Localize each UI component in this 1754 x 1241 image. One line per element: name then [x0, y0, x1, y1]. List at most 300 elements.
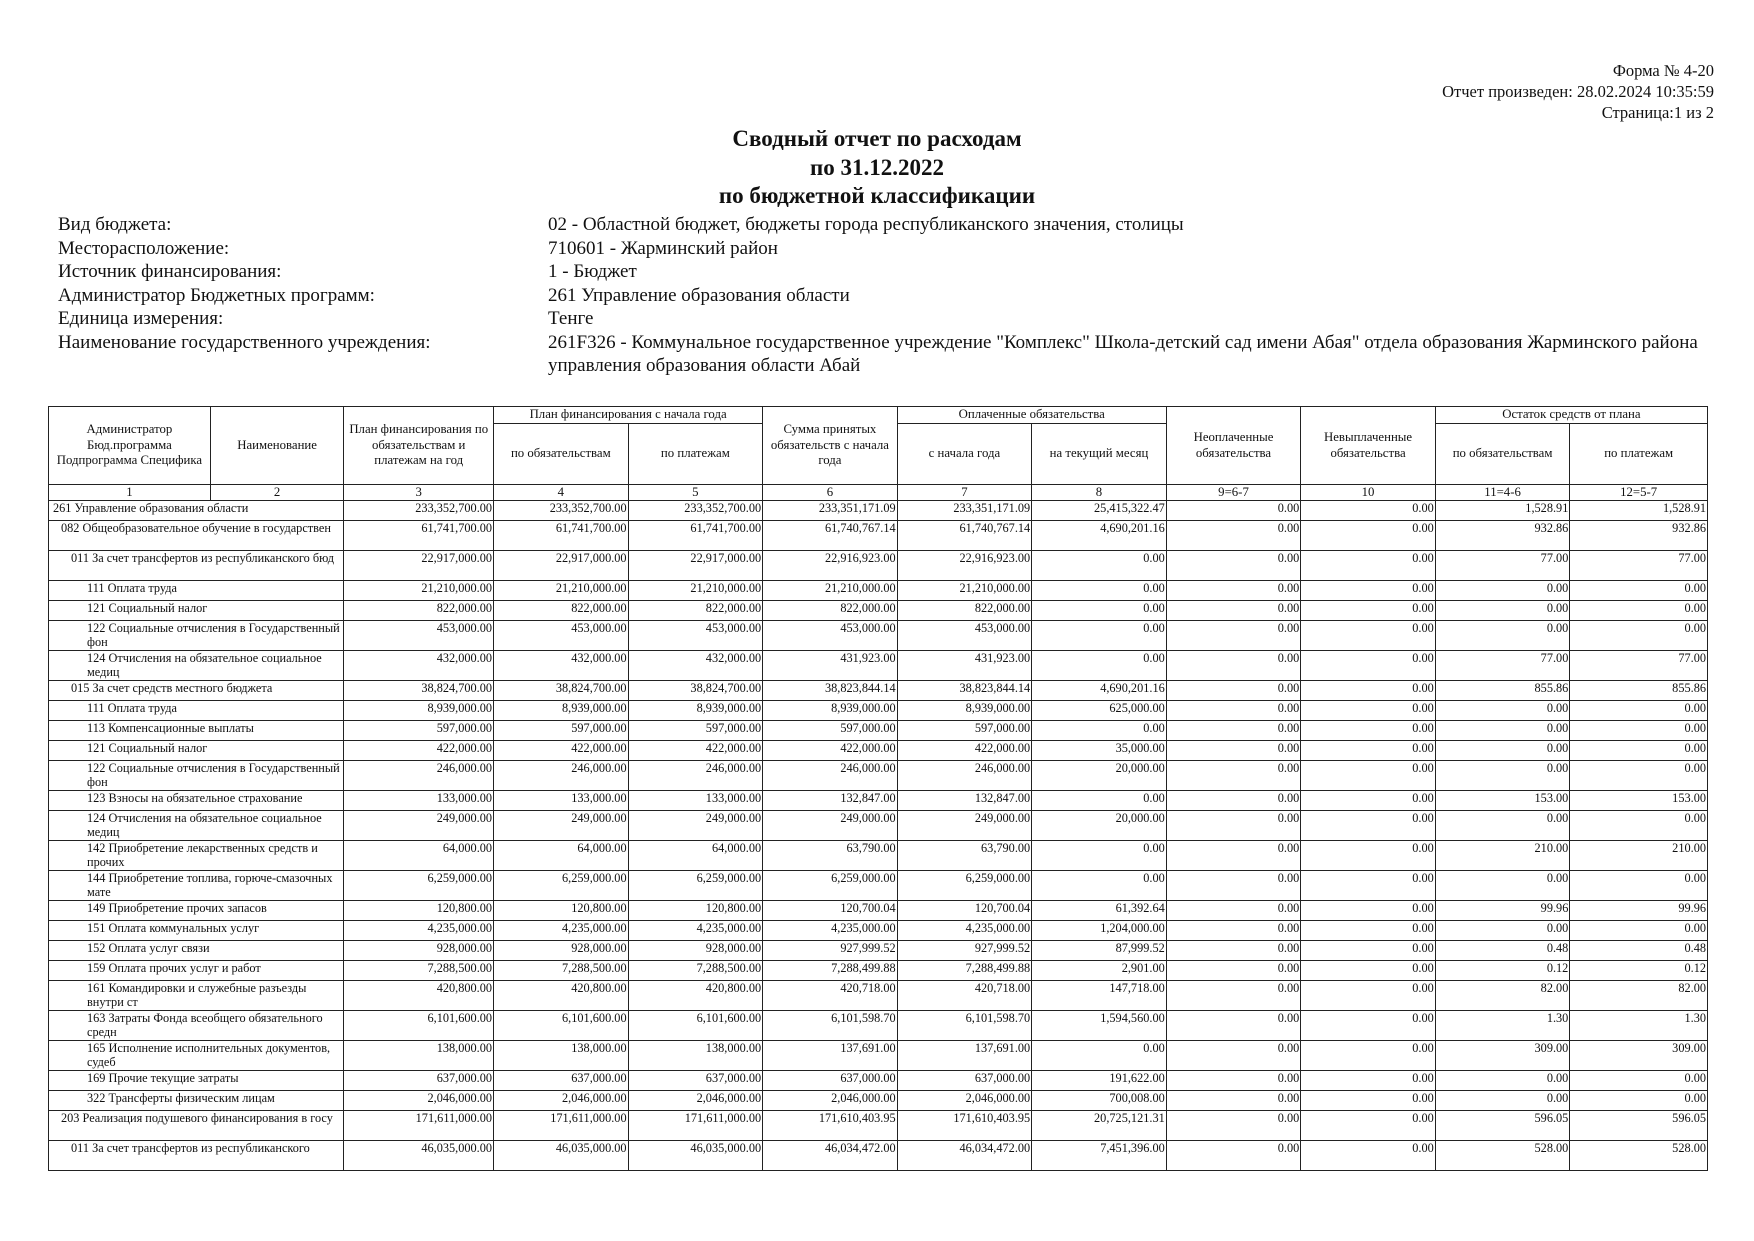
row-label: 011 За счет трансфертов из республиканского: [49, 1141, 344, 1171]
cell-value: 528.00: [1570, 1141, 1708, 1171]
cell-value: 133,000.00: [344, 791, 494, 811]
row-label: 165 Исполнение исполнительных документов, судеб: [49, 1041, 344, 1071]
table-row: [49, 791, 1708, 811]
info-label: Месторасположение:: [58, 237, 230, 259]
cell-value: 20,725,121.31: [1032, 1111, 1167, 1141]
cell-value: 528.00: [1435, 1141, 1570, 1171]
info-row: [58, 284, 1718, 308]
col-number: 11=4-6: [1435, 485, 1570, 501]
cell-value: 0.00: [1032, 791, 1167, 811]
row-label: 169 Прочие текущие затраты: [49, 1071, 344, 1091]
cell-value: 0.00: [1166, 961, 1301, 981]
cell-value: 0.00: [1166, 921, 1301, 941]
cell-value: 597,000.00: [763, 721, 898, 741]
cell-value: 38,824,700.00: [344, 681, 494, 701]
cell-value: 0.00: [1435, 701, 1570, 721]
cell-value: 1,204,000.00: [1032, 921, 1167, 941]
row-label: 082 Общеобразовательное обучение в государствен: [49, 521, 344, 551]
cell-value: 0.00: [1166, 791, 1301, 811]
cell-value: 432,000.00: [494, 651, 629, 681]
report-title: [0, 125, 1754, 211]
table-row: [49, 811, 1708, 841]
cell-value: 0.00: [1570, 871, 1708, 901]
cell-value: 0.00: [1301, 721, 1436, 741]
table-row: [49, 901, 1708, 921]
row-label: 015 За счет средств местного бюджета: [49, 681, 344, 701]
cell-value: 0.00: [1166, 811, 1301, 841]
cell-value: 120,800.00: [344, 901, 494, 921]
col-number: 3: [344, 485, 494, 501]
cell-value: 420,800.00: [628, 981, 763, 1011]
info-row: [58, 331, 1718, 378]
cell-value: 120,700.04: [897, 901, 1032, 921]
cell-value: 0.00: [1301, 901, 1436, 921]
cell-value: 0.00: [1435, 581, 1570, 601]
cell-value: 0.12: [1570, 961, 1708, 981]
cell-value: 7,451,396.00: [1032, 1141, 1167, 1171]
cell-value: 0.00: [1166, 501, 1301, 521]
header-accepted: Сумма принятых обязательств с начала года: [763, 407, 898, 485]
cell-value: 4,235,000.00: [494, 921, 629, 941]
row-label: 152 Оплата услуг связи: [49, 941, 344, 961]
cell-value: 2,901.00: [1032, 961, 1167, 981]
cell-value: 38,824,700.00: [494, 681, 629, 701]
cell-value: 928,000.00: [344, 941, 494, 961]
cell-value: 2,046,000.00: [494, 1091, 629, 1111]
column-number-row: [49, 485, 1708, 501]
cell-value: 0.00: [1301, 651, 1436, 681]
row-label: 142 Приобретение лекарственных средств и прочих: [49, 841, 344, 871]
cell-value: 132,847.00: [763, 791, 898, 811]
info-row: [58, 213, 1718, 237]
table-row: [49, 601, 1708, 621]
cell-value: 0.00: [1166, 1011, 1301, 1041]
header-plan-obl: по обязательствам: [494, 424, 629, 485]
cell-value: 2,046,000.00: [628, 1091, 763, 1111]
row-label: 124 Отчисления на обязательное социальное медиц: [49, 811, 344, 841]
cell-value: 0.00: [1166, 901, 1301, 921]
info-label: Вид бюджета:: [58, 214, 172, 235]
cell-value: 171,611,000.00: [344, 1111, 494, 1141]
cell-value: 637,000.00: [628, 1071, 763, 1091]
cell-value: 855.86: [1570, 681, 1708, 701]
cell-value: 2,046,000.00: [344, 1091, 494, 1111]
cell-value: 420,718.00: [897, 981, 1032, 1011]
cell-value: 8,939,000.00: [628, 701, 763, 721]
row-label: 111 Оплата труда: [49, 581, 344, 601]
table-row: [49, 521, 1708, 551]
cell-value: 0.00: [1570, 581, 1708, 601]
row-label: 149 Приобретение прочих запасов: [49, 901, 344, 921]
cell-value: 0.00: [1301, 621, 1436, 651]
title-line-3: по бюджетной классификации: [718, 183, 1036, 208]
table-row: [49, 1111, 1708, 1141]
row-label: 124 Отчисления на обязательное социальное медиц: [49, 651, 344, 681]
cell-value: 6,259,000.00: [344, 871, 494, 901]
cell-value: 233,352,700.00: [344, 501, 494, 521]
cell-value: 0.00: [1435, 741, 1570, 761]
cell-value: 0.00: [1032, 621, 1167, 651]
info-label: Администратор Бюджетных программ:: [58, 284, 375, 306]
cell-value: 77.00: [1435, 651, 1570, 681]
cell-value: 0.00: [1166, 521, 1301, 551]
cell-value: 82.00: [1570, 981, 1708, 1011]
cell-value: 147,718.00: [1032, 981, 1167, 1011]
header-admin: Администратор Бюд.программа Подпрограмма Специфика: [49, 407, 211, 485]
cell-value: 6,259,000.00: [897, 871, 1032, 901]
cell-value: 4,690,201.16: [1032, 681, 1167, 701]
cell-value: 0.00: [1032, 551, 1167, 581]
cell-value: 249,000.00: [494, 811, 629, 841]
cell-value: 0.00: [1166, 1091, 1301, 1111]
cell-value: 4,690,201.16: [1032, 521, 1167, 551]
cell-value: 6,101,598.70: [763, 1011, 898, 1041]
cell-value: 0.00: [1435, 1091, 1570, 1111]
row-label: 122 Социальные отчисления в Государственный фон: [49, 621, 344, 651]
cell-value: 1,594,560.00: [1032, 1011, 1167, 1041]
cell-value: 61,740,767.14: [897, 521, 1032, 551]
cell-value: 422,000.00: [897, 741, 1032, 761]
cell-value: 0.00: [1301, 501, 1436, 521]
header-unpaid-obl: Неоплаченные обязательства: [1166, 407, 1301, 485]
cell-value: 637,000.00: [897, 1071, 1032, 1091]
cell-value: 7,288,499.88: [763, 961, 898, 981]
table-row: [49, 701, 1708, 721]
cell-value: 597,000.00: [897, 721, 1032, 741]
col-number: 1: [49, 485, 211, 501]
table-row: [49, 721, 1708, 741]
cell-value: 932.86: [1570, 521, 1708, 551]
cell-value: 0.00: [1301, 981, 1436, 1011]
page-indicator: Страница:1 из 2: [1601, 103, 1714, 122]
row-label: 144 Приобретение топлива, горюче-смазочных мате: [49, 871, 344, 901]
generated-timestamp: Отчет произведен: 28.02.2024 10:35:59: [1442, 82, 1714, 101]
info-value: 261 Управление образования области: [548, 284, 850, 306]
cell-value: 2,046,000.00: [897, 1091, 1032, 1111]
cell-value: 87,999.52: [1032, 941, 1167, 961]
cell-value: 0.00: [1032, 651, 1167, 681]
cell-value: 0.00: [1301, 1141, 1436, 1171]
cell-value: 120,800.00: [494, 901, 629, 921]
cell-value: 420,800.00: [344, 981, 494, 1011]
header-name: Наименование: [210, 407, 344, 485]
cell-value: 0.48: [1570, 941, 1708, 961]
cell-value: 46,034,472.00: [763, 1141, 898, 1171]
cell-value: 171,611,000.00: [494, 1111, 629, 1141]
cell-value: 35,000.00: [1032, 741, 1167, 761]
cell-value: 0.00: [1166, 1111, 1301, 1141]
col-number: 12=5-7: [1570, 485, 1708, 501]
cell-value: 1,528.91: [1435, 501, 1570, 521]
cell-value: 7,288,499.88: [897, 961, 1032, 981]
header-rest-group: Остаток средств от плана: [1435, 407, 1707, 424]
table-row: [49, 761, 1708, 791]
cell-value: 0.00: [1435, 921, 1570, 941]
info-row: [58, 237, 1718, 261]
cell-value: 0.00: [1032, 721, 1167, 741]
cell-value: 0.00: [1301, 871, 1436, 901]
cell-value: 77.00: [1435, 551, 1570, 581]
table-row: [49, 651, 1708, 681]
cell-value: 637,000.00: [494, 1071, 629, 1091]
cell-value: 246,000.00: [897, 761, 1032, 791]
cell-value: 596.05: [1435, 1111, 1570, 1141]
cell-value: 21,210,000.00: [494, 581, 629, 601]
cell-value: 0.00: [1570, 741, 1708, 761]
table-row: [49, 551, 1708, 581]
col-number: 4: [494, 485, 629, 501]
cell-value: 1.30: [1570, 1011, 1708, 1041]
table-row: [49, 961, 1708, 981]
table-row: [49, 841, 1708, 871]
cell-value: 0.00: [1301, 841, 1436, 871]
cell-value: 0.00: [1166, 841, 1301, 871]
title-line-1: Сводный отчет по расходам: [732, 126, 1022, 151]
cell-value: 0.00: [1166, 721, 1301, 741]
table-row: [49, 941, 1708, 961]
cell-value: 46,035,000.00: [494, 1141, 629, 1171]
cell-value: 0.00: [1301, 551, 1436, 581]
cell-value: 2,046,000.00: [763, 1091, 898, 1111]
cell-value: 171,611,000.00: [628, 1111, 763, 1141]
cell-value: 6,259,000.00: [494, 871, 629, 901]
cell-value: 0.00: [1435, 1071, 1570, 1091]
row-label: 121 Социальный налог: [49, 741, 344, 761]
header-paid-group: Оплаченные обязательства: [897, 407, 1166, 424]
cell-value: 0.00: [1570, 811, 1708, 841]
cell-value: 0.00: [1301, 741, 1436, 761]
col-number: 9=6-7: [1166, 485, 1301, 501]
cell-value: 0.00: [1301, 701, 1436, 721]
cell-value: 432,000.00: [344, 651, 494, 681]
table-row: [49, 871, 1708, 901]
cell-value: 21,210,000.00: [344, 581, 494, 601]
row-label: 111 Оплата труда: [49, 701, 344, 721]
row-label: 151 Оплата коммунальных услуг: [49, 921, 344, 941]
cell-value: 25,415,322.47: [1032, 501, 1167, 521]
cell-value: 0.00: [1166, 651, 1301, 681]
cell-value: 7,288,500.00: [628, 961, 763, 981]
cell-value: 0.00: [1166, 681, 1301, 701]
cell-value: 0.00: [1301, 681, 1436, 701]
cell-value: 4,235,000.00: [763, 921, 898, 941]
cell-value: 61,741,700.00: [494, 521, 629, 551]
expense-report-table: [48, 406, 1708, 1171]
cell-value: 0.00: [1166, 941, 1301, 961]
cell-value: 927,999.52: [763, 941, 898, 961]
cell-value: 0.00: [1301, 941, 1436, 961]
cell-value: 64,000.00: [494, 841, 629, 871]
cell-value: 855.86: [1435, 681, 1570, 701]
cell-value: 20,000.00: [1032, 761, 1167, 791]
cell-value: 0.00: [1166, 871, 1301, 901]
header-unpaid-pay: Невыплаченные обязательства: [1301, 407, 1436, 485]
cell-value: 4,235,000.00: [344, 921, 494, 941]
cell-value: 246,000.00: [628, 761, 763, 791]
cell-value: 0.00: [1166, 551, 1301, 581]
cell-value: 0.00: [1032, 601, 1167, 621]
col-number: 10: [1301, 485, 1436, 501]
table-row: [49, 1011, 1708, 1041]
row-label: 122 Социальные отчисления в Государственный фон: [49, 761, 344, 791]
cell-value: 233,351,171.09: [763, 501, 898, 521]
cell-value: 61,392.64: [1032, 901, 1167, 921]
table-row: [49, 1041, 1708, 1071]
cell-value: 0.00: [1166, 741, 1301, 761]
cell-value: 137,691.00: [763, 1041, 898, 1071]
cell-value: 453,000.00: [494, 621, 629, 651]
cell-value: 637,000.00: [344, 1071, 494, 1091]
cell-value: 0.00: [1435, 811, 1570, 841]
table-row: [49, 1141, 1708, 1171]
cell-value: 64,000.00: [344, 841, 494, 871]
header-plan-pay: по платежам: [628, 424, 763, 485]
row-label: 113 Компенсационные выплаты: [49, 721, 344, 741]
cell-value: 0.12: [1435, 961, 1570, 981]
cell-value: 82.00: [1435, 981, 1570, 1011]
cell-value: 0.00: [1032, 841, 1167, 871]
cell-value: 422,000.00: [628, 741, 763, 761]
cell-value: 432,000.00: [628, 651, 763, 681]
cell-value: 21,210,000.00: [763, 581, 898, 601]
cell-value: 453,000.00: [628, 621, 763, 651]
cell-value: 233,352,700.00: [628, 501, 763, 521]
cell-value: 22,916,923.00: [763, 551, 898, 581]
cell-value: 191,622.00: [1032, 1071, 1167, 1091]
header-paid-month: на текущий месяц: [1032, 424, 1167, 485]
cell-value: 8,939,000.00: [344, 701, 494, 721]
table-row: [49, 981, 1708, 1011]
cell-value: 0.00: [1301, 791, 1436, 811]
cell-value: 453,000.00: [763, 621, 898, 651]
cell-value: 1,528.91: [1570, 501, 1708, 521]
cell-value: 120,800.00: [628, 901, 763, 921]
cell-value: 0.00: [1166, 761, 1301, 791]
cell-value: 171,610,403.95: [897, 1111, 1032, 1141]
cell-value: 21,210,000.00: [897, 581, 1032, 601]
cell-value: 0.00: [1301, 811, 1436, 841]
cell-value: 1.30: [1435, 1011, 1570, 1041]
cell-value: 6,259,000.00: [628, 871, 763, 901]
cell-value: 0.00: [1166, 701, 1301, 721]
cell-value: 0.00: [1570, 621, 1708, 651]
cell-value: 0.00: [1301, 601, 1436, 621]
cell-value: 0.00: [1166, 601, 1301, 621]
info-label: Наименование государственного учреждения:: [58, 331, 431, 353]
cell-value: 0.00: [1166, 581, 1301, 601]
cell-value: 233,351,171.09: [897, 501, 1032, 521]
cell-value: 38,823,844.14: [897, 681, 1032, 701]
cell-value: 77.00: [1570, 551, 1708, 581]
cell-value: 0.00: [1301, 961, 1436, 981]
cell-value: 99.96: [1435, 901, 1570, 921]
info-value: 710601 - Жарминский район: [548, 237, 778, 259]
cell-value: 4,235,000.00: [628, 921, 763, 941]
cell-value: 249,000.00: [628, 811, 763, 841]
cell-value: 420,800.00: [494, 981, 629, 1011]
cell-value: 637,000.00: [763, 1071, 898, 1091]
col-number: 5: [628, 485, 763, 501]
cell-value: 625,000.00: [1032, 701, 1167, 721]
cell-value: 0.00: [1435, 721, 1570, 741]
cell-value: 38,824,700.00: [628, 681, 763, 701]
cell-value: 597,000.00: [628, 721, 763, 741]
cell-value: 61,741,700.00: [628, 521, 763, 551]
cell-value: 22,917,000.00: [494, 551, 629, 581]
cell-value: 138,000.00: [344, 1041, 494, 1071]
cell-value: 0.00: [1570, 721, 1708, 741]
cell-value: 0.00: [1570, 761, 1708, 791]
cell-value: 77.00: [1570, 651, 1708, 681]
title-line-2: по 31.12.2022: [809, 154, 944, 180]
cell-value: 153.00: [1435, 791, 1570, 811]
cell-value: 0.00: [1301, 1111, 1436, 1141]
cell-value: 210.00: [1570, 841, 1708, 871]
cell-value: 8,939,000.00: [494, 701, 629, 721]
cell-value: 932.86: [1435, 521, 1570, 551]
row-label: 203 Реализация подушевого финансирования в госу: [49, 1111, 344, 1141]
info-row: [58, 307, 1718, 331]
cell-value: 0.00: [1301, 1041, 1436, 1071]
cell-value: 61,741,700.00: [344, 521, 494, 551]
info-label: Единица измерения:: [58, 308, 224, 329]
cell-value: 0.00: [1570, 921, 1708, 941]
cell-value: 822,000.00: [628, 601, 763, 621]
cell-value: 453,000.00: [344, 621, 494, 651]
cell-value: 21,210,000.00: [628, 581, 763, 601]
cell-value: 6,259,000.00: [763, 871, 898, 901]
table-row: [49, 581, 1708, 601]
cell-value: 7,288,500.00: [344, 961, 494, 981]
cell-value: 309.00: [1435, 1041, 1570, 1071]
cell-value: 22,917,000.00: [628, 551, 763, 581]
cell-value: 0.00: [1301, 581, 1436, 601]
cell-value: 20,000.00: [1032, 811, 1167, 841]
cell-value: 422,000.00: [344, 741, 494, 761]
cell-value: 0.48: [1435, 941, 1570, 961]
cell-value: 927,999.52: [897, 941, 1032, 961]
report-parameters: [58, 213, 1718, 378]
form-number: Форма № 4-20: [1612, 61, 1714, 80]
cell-value: 597,000.00: [344, 721, 494, 741]
cell-value: 132,847.00: [897, 791, 1032, 811]
cell-value: 61,740,767.14: [763, 521, 898, 551]
cell-value: 928,000.00: [494, 941, 629, 961]
table-row: [49, 621, 1708, 651]
cell-value: 22,916,923.00: [897, 551, 1032, 581]
table-row: [49, 1091, 1708, 1111]
cell-value: 309.00: [1570, 1041, 1708, 1071]
cell-value: 249,000.00: [344, 811, 494, 841]
cell-value: 0.00: [1032, 1041, 1167, 1071]
table-row: [49, 1071, 1708, 1091]
cell-value: 596.05: [1570, 1111, 1708, 1141]
col-number: 2: [210, 485, 344, 501]
row-label: 163 Затраты Фонда всеобщего обязательного средн: [49, 1011, 344, 1041]
cell-value: 0.00: [1301, 1091, 1436, 1111]
header-plan-year: План финансирования по обязательствам и платежам на год: [344, 407, 494, 485]
cell-value: 822,000.00: [897, 601, 1032, 621]
cell-value: 138,000.00: [628, 1041, 763, 1071]
row-label: 123 Взносы на обязательное страхование: [49, 791, 344, 811]
cell-value: 0.00: [1570, 701, 1708, 721]
cell-value: 171,610,403.95: [763, 1111, 898, 1141]
cell-value: 0.00: [1301, 1071, 1436, 1091]
row-label: 121 Социальный налог: [49, 601, 344, 621]
cell-value: 0.00: [1435, 871, 1570, 901]
cell-value: 138,000.00: [494, 1041, 629, 1071]
cell-value: 431,923.00: [763, 651, 898, 681]
